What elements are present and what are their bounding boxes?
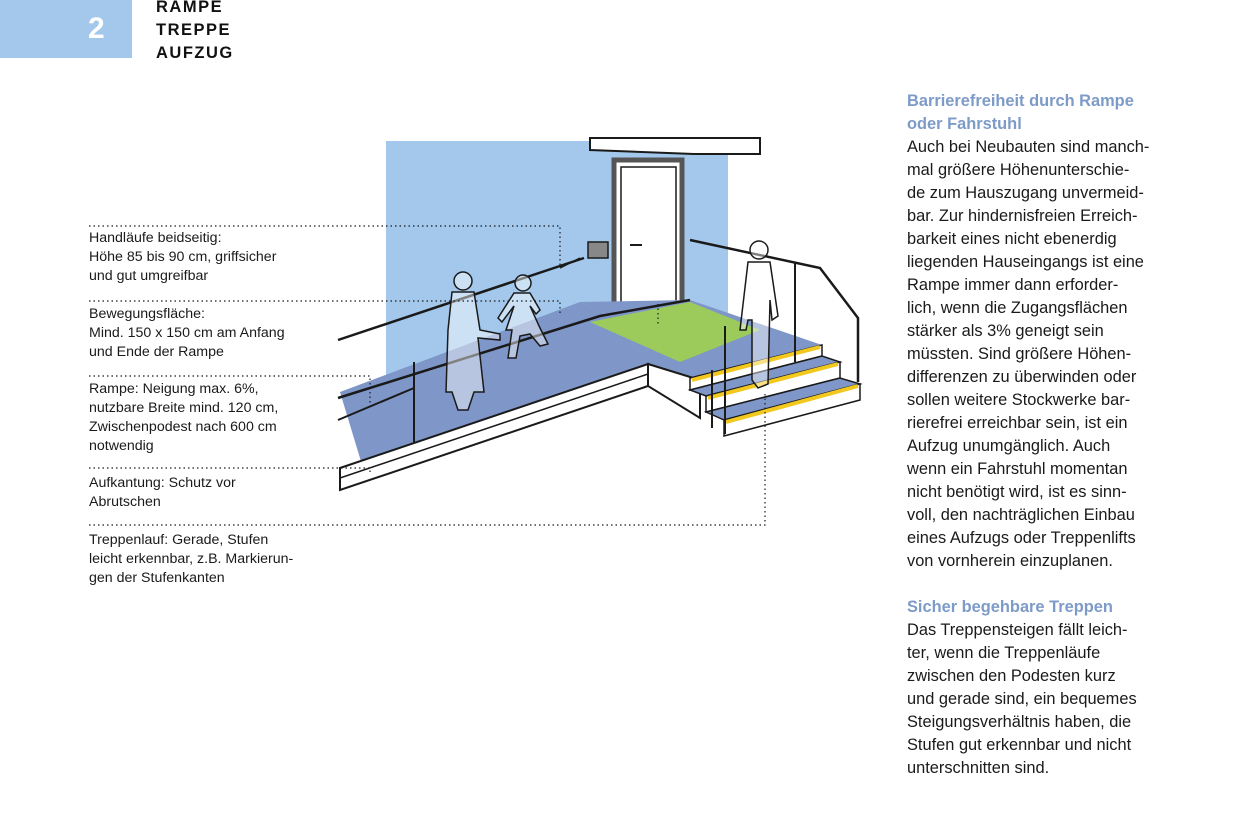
body-line: rierefrei erreichbar sein, ist ein <box>907 414 1128 432</box>
annotation-handrails <box>89 229 339 286</box>
annotation-line: gen der Stufenkanten <box>89 570 225 586</box>
body-line: Steigungsverhältnis haben, die <box>907 713 1132 731</box>
body-line: müssten. Sind größere Höhen- <box>907 345 1132 363</box>
annotation-line: Aufkantung: Schutz vor <box>89 475 236 491</box>
section-heading: Sicher begehbare Treppen <box>907 598 1113 616</box>
body-line: Stufen gut erkennbar und nicht <box>907 736 1132 754</box>
annotation-line: Höhe 85 bis 90 cm, griffsicher <box>89 249 277 265</box>
body-line: de zum Hauszugang unvermeid- <box>907 184 1144 202</box>
body-line: mal größere Höhenunterschie- <box>907 161 1130 179</box>
door-canopy <box>590 138 760 154</box>
doorbell-panel <box>588 242 608 258</box>
body-line: lich, wenn die Zugangsflächen <box>907 299 1128 317</box>
annotation-stair-flight <box>89 531 339 588</box>
section-safe-stairs <box>907 596 1197 780</box>
body-line: Auch bei Neubauten sind manch- <box>907 138 1150 156</box>
body-line: Aufzug unumgänglich. Auch <box>907 437 1111 455</box>
body-line: Das Treppensteigen fällt leich- <box>907 621 1128 639</box>
chapter-title-line: AUFZUG <box>156 44 234 62</box>
annotation-line: Handläufe beidseitig: <box>89 230 222 246</box>
body-line: und gerade sind, ein bequemes <box>907 690 1137 708</box>
annotation-line: und gut umgreifbar <box>89 268 209 284</box>
body-line: eines Aufzugs oder Treppenlifts <box>907 529 1136 547</box>
annotation-line: und Ende der Rampe <box>89 344 224 360</box>
body-line: zwischen den Podesten kurz <box>907 667 1116 685</box>
entrance-door <box>621 167 676 307</box>
annotation-line: nutzbare Breite mind. 120 cm, <box>89 400 279 416</box>
annotation-line: leicht erkennbar, z.B. Markierun- <box>89 551 294 567</box>
annotation-ramp <box>89 380 339 456</box>
section-heading: Barrierefreiheit durch Rampe <box>907 92 1134 110</box>
body-line: wenn ein Fahrstuhl momentan <box>907 460 1128 478</box>
body-line: differenzen zu überwinden oder <box>907 368 1137 386</box>
body-line: barkeit eines nicht ebenerdig <box>907 230 1117 248</box>
annotation-line: Abrutschen <box>89 494 161 510</box>
section-heading: oder Fahrstuhl <box>907 115 1022 133</box>
body-line: von vornherein einzuplanen. <box>907 552 1113 570</box>
chapter-title-line: RAMPE <box>156 0 224 16</box>
chapter-title-line: TREPPE <box>156 21 232 39</box>
annotation-line: Zwischenpodest nach 600 cm <box>89 419 277 435</box>
body-line: ter, wenn die Treppenläufe <box>907 644 1101 662</box>
annotation-line: Mind. 150 x 150 cm am Anfang <box>89 325 285 341</box>
body-line: bar. Zur hindernisfreien Erreich- <box>907 207 1138 225</box>
body-line: nicht benötigt wird, ist es sinn- <box>907 483 1127 501</box>
body-line: unterschnitten sind. <box>907 759 1050 777</box>
body-line: stärker als 3% geneigt sein <box>907 322 1104 340</box>
chapter-number: 2 <box>88 12 105 45</box>
body-line: liegenden Hauseingangs ist eine <box>907 253 1144 271</box>
section-barrier-free <box>907 90 1197 573</box>
body-line: Rampe immer dann erforder- <box>907 276 1119 294</box>
body-line: sollen weitere Stockwerke bar- <box>907 391 1131 409</box>
annotation-movement-area <box>89 305 339 362</box>
body-line: voll, den nachträglichen Einbau <box>907 506 1135 524</box>
annotation-line: notwendig <box>89 438 154 454</box>
annotation-curb <box>89 474 339 512</box>
annotation-line: Rampe: Neigung max. 6%, <box>89 381 259 397</box>
annotation-line: Bewegungsfläche: <box>89 306 205 322</box>
annotation-line: Treppenlauf: Gerade, Stufen <box>89 532 269 548</box>
